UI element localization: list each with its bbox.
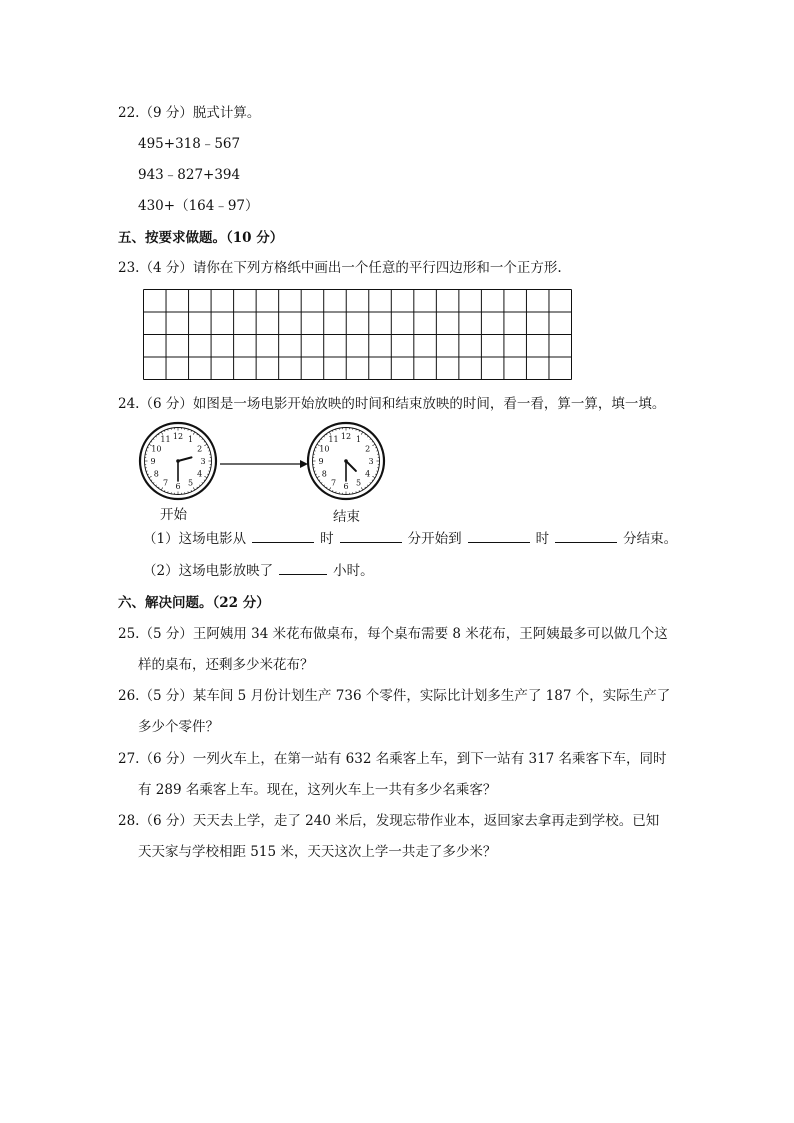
q24-sub2-part2: 小时。 xyxy=(333,563,374,579)
start-label: 开始 xyxy=(160,507,187,523)
end-clock-number: 5 xyxy=(355,478,362,488)
blank-end-hour[interactable] xyxy=(468,530,530,543)
q24-sub1-part5: 分结束。 xyxy=(623,531,678,547)
q24-sub1-part2: 时 xyxy=(320,531,334,547)
end-clock-number: 3 xyxy=(368,456,374,466)
q22-item-1: 495+318﹣567 xyxy=(138,136,241,152)
q23-text: 23.（4 分）请你在下列方格纸中画出一个任意的平行四边形和一个正方形. xyxy=(118,260,562,276)
q22-item-3: 430+（164﹣97） xyxy=(138,198,259,214)
q22-item-2: 943﹣827+394 xyxy=(138,167,241,183)
section-6-heading: 六、解决问题。（22 分） xyxy=(118,595,270,611)
end-clock-number: 1 xyxy=(355,435,362,445)
blank-start-hour[interactable] xyxy=(252,530,314,543)
q28-line-1: 28.（6 分）天天去上学，走了 240 米后，发现忘带作业本，返回家去拿再走到学校。已知 xyxy=(118,813,660,829)
arrow-icon xyxy=(220,458,308,470)
q24-sub2-part1: （2）这场电影放映了 xyxy=(143,563,274,579)
end-clock-number: 8 xyxy=(321,469,327,479)
start-clock-number: 2 xyxy=(197,444,203,454)
start-clock-number: 9 xyxy=(150,456,156,466)
end-clock-number: 7 xyxy=(330,478,337,488)
q24-sub2 xyxy=(143,562,374,580)
blank-end-minute[interactable] xyxy=(555,530,617,543)
end-label: 结束 xyxy=(333,509,360,525)
q24-sub1-part4: 时 xyxy=(535,531,550,547)
end-clock-center-pin xyxy=(344,459,348,463)
q27-line-2: 有 289 名乘客上车。现在，这列火车上一共有多少名乘客？ xyxy=(138,782,497,798)
q25-line-2: 样的桌布，还剩多少米花布？ xyxy=(138,657,314,673)
start-clock-number: 12 xyxy=(172,431,184,441)
q24-sub1 xyxy=(143,530,677,548)
end-clock-number: 2 xyxy=(365,444,371,454)
start-clock-number: 8 xyxy=(153,469,159,479)
q28-line-2: 天天家与学校相距 515 米，天天这次上学一共走了多少米？ xyxy=(138,844,497,860)
end-clock-number: 10 xyxy=(319,444,330,454)
start-clock xyxy=(138,421,218,501)
start-clock-number: 11 xyxy=(160,435,171,445)
grid-paper[interactable] xyxy=(143,289,572,380)
q27-line-1: 27.（6 分）一列火车上，在第一站有 632 名乘客上车，到下一站有 317 名乘客下车，同时 xyxy=(118,751,667,767)
start-clock-number: 1 xyxy=(187,435,194,445)
q26-line-2: 多少个零件？ xyxy=(138,719,219,735)
start-clock-number: 3 xyxy=(200,456,206,466)
end-clock-number: 6 xyxy=(343,481,349,491)
start-clock-number: 10 xyxy=(151,444,162,454)
end-clock-number: 12 xyxy=(340,431,352,441)
q24-sub1-part1: （1）这场电影从 xyxy=(143,531,247,547)
end-clock xyxy=(306,421,386,501)
q25-line-1: 25.（5 分）王阿姨用 34 米花布做桌布，每个桌布需要 8 米花布，王阿姨最多可以做几个这 xyxy=(118,626,668,642)
end-clock-number: 11 xyxy=(328,435,339,445)
end-clock-number: 9 xyxy=(318,456,324,466)
start-clock-number: 4 xyxy=(197,469,203,479)
start-clock-number: 6 xyxy=(175,481,181,491)
q24-sub1-part3: 分开始到 xyxy=(407,531,462,547)
blank-start-minute[interactable] xyxy=(340,530,402,543)
q22-title: 22.（9 分）脱式计算。 xyxy=(118,105,261,121)
start-clock-center-pin xyxy=(176,459,180,463)
blank-duration[interactable] xyxy=(279,562,327,575)
start-clock-number: 7 xyxy=(162,478,169,488)
q26-line-1: 26.（5 分）某车间 5 月份计划生产 736 个零件，实际比计划多生产了 187 个，实际生产了 xyxy=(118,688,671,704)
q24-text: 24.（6 分）如图是一场电影开始放映的时间和结束放映的时间，看一看，算一算，填一填。 xyxy=(118,396,666,412)
end-clock-number: 4 xyxy=(365,469,371,479)
section-5-heading: 五、按要求做题。（10 分） xyxy=(118,230,284,246)
start-clock-number: 5 xyxy=(187,478,194,488)
